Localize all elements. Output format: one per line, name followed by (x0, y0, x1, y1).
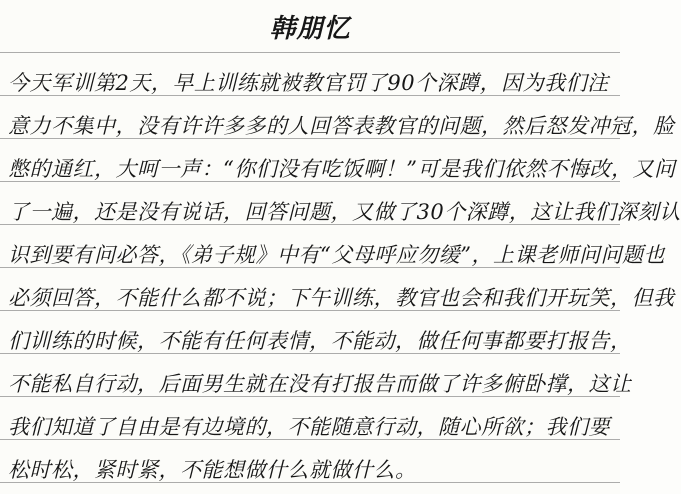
text-line: 憋的通红，大呵一声：“你们没有吃饭啊！”可是我们依然不悔改，又问 (8, 157, 676, 181)
text-line: 意力不集中，没有许许多多的人回答表教官的问题，然后怒发冲冠，脸 (8, 114, 675, 138)
text-line: 今天军训第2天，早上训练就被教官罚了90个深蹲，因为我们注 (8, 71, 609, 95)
text-line: 不能私自行动，后面男生就在没有打报告而做了许多俯卧撑，这让 (8, 372, 632, 396)
text-line: 我们知道了自由是有边境的，不能随意行动，随心所欲；我们要 (8, 415, 610, 439)
text-line: 了一遍，还是没有说话，回答问题，又做了30个深蹲，这让我们深刻认 (8, 200, 681, 224)
page-title: 韩朋忆 (269, 14, 351, 44)
ruled-line (0, 52, 620, 53)
text-line: 们训练的时候，不能有任何表情，不能动，做任何事都要打报告， (8, 329, 632, 353)
text-line: 松时松，紧时紧，不能想做什么就做什么。 (8, 458, 417, 482)
text-line: 必须回答，不能什么都不说；下午训练，教官也会和我们开玩笑，但我 (8, 286, 675, 310)
text-line: 识到要有问必答，《弟子规》中有“父母呼应勿缓”，上课老师问问题也 (8, 243, 665, 267)
